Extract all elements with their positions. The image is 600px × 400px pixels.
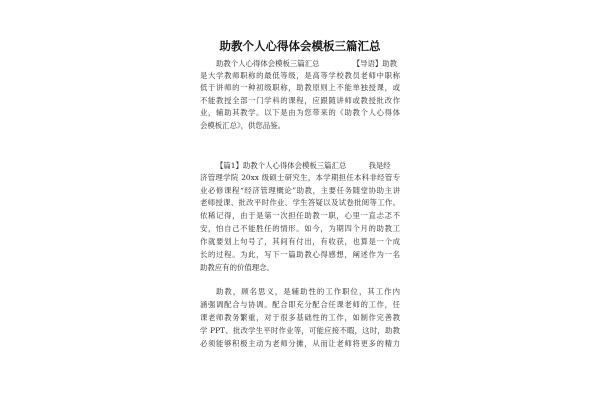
paragraph-line: 安，怕自己不能胜任的情形。如今，为期四个月的助教工 <box>200 224 400 233</box>
paragraph-line: 业，辅助其教学。以下是由为您带来的《助教个人心得体 <box>200 108 400 117</box>
paragraph-line: 助教个人心得体会模板三篇汇总 【导语】助教 <box>216 59 398 68</box>
paragraph-line: 低于讲师的一种初级职称，助教原则上不能单独授课，或 <box>200 83 400 92</box>
paragraph-line: 业必修课程“经济管理概论”助教，主要任务随堂协助主讲 <box>200 186 400 195</box>
paragraph-line: 不能教授全部一门学科的课程，应跟随讲师或教授批改作 <box>200 96 400 105</box>
paragraph-line: 助教，顾名思义，是辅助性的工作职位，其工作内 <box>216 287 400 296</box>
paragraph-line: 学 PPT、批改学生平时作业等，可能应接不暇，这时，助教 <box>200 326 400 335</box>
paragraph-line: 依稀记得，由于是第一次担任助教一职，心里一直忐忑不 <box>200 211 400 220</box>
paragraph-line: 济管理学院 20xx 级硕士研究生，本学期担任本科非经管专 <box>200 173 400 182</box>
document-title: 助教个人心得体会模板三篇汇总 <box>219 39 381 53</box>
paragraph-line: 【篇1】助教个人心得体会模板三篇汇总 我是经 <box>216 161 391 170</box>
paragraph-line: 长的过程。为此，写下一篇助教心得感想，阐述作为一名 <box>200 250 400 259</box>
paragraph-line: 作就要划上句号了，其间有付出，有收获，也算是一个成 <box>200 237 400 246</box>
paragraph-line: 助教应有的价值理念。 <box>200 263 274 272</box>
paragraph-line: 必须能够积极主动为老师分摊，从而让老师将更多的精力 <box>200 339 400 348</box>
paragraph-line: 涵强调配合与协调。配合即充分配合任课老师的工作，任 <box>200 300 400 309</box>
paragraph-line: 会模板汇总》，供您品鉴。 <box>200 121 285 130</box>
paragraph-line: 课老师教务繁重，对于很多基础性的工作，如制作完善教 <box>200 313 400 322</box>
document-body <box>200 0 400 400</box>
paragraph-line: 是大学教师职称的最低等级，是高等学校教员老师中职称 <box>200 71 400 80</box>
paragraph-line: 老师授课、批改平时作业、学生答疑以及试卷批阅等工作。 <box>200 198 400 207</box>
